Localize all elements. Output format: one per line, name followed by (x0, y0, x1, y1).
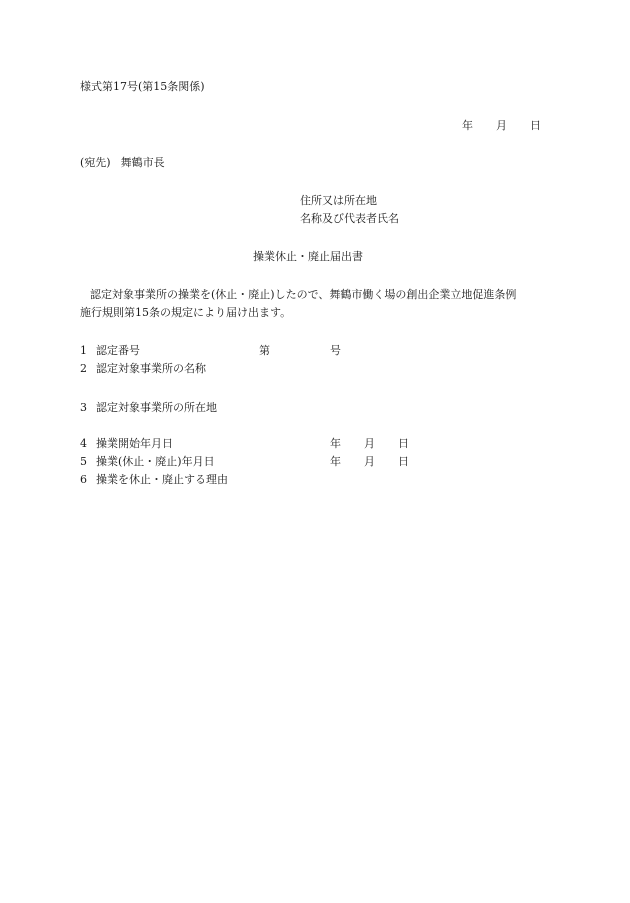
date-year-label: 年 (462, 119, 473, 132)
item-label: 操業を休止・廃止する理由 (96, 473, 228, 486)
item-number: 5 (80, 455, 87, 468)
suspension-date-field (330, 455, 409, 469)
item-label: 認定番号 (96, 344, 140, 357)
submission-date (462, 119, 541, 133)
addressee-prefix: (宛先) (80, 156, 111, 169)
form-number: 様式第17号(第15条関係) (80, 80, 205, 93)
item-label: 操業開始年月日 (96, 437, 173, 450)
start-date-year-label: 年 (330, 437, 341, 450)
applicant-address-label: 住所又は所在地 (300, 194, 377, 207)
body-text-line-1: 認定対象事業所の操業を(休止・廃止)したので、舞鶴市働く場の創出企業立地促進条例 (90, 288, 517, 301)
start-date-day-label: 日 (398, 437, 409, 450)
addressee (80, 156, 165, 170)
item-label: 操業(休止・廃止)年月日 (96, 455, 215, 468)
suspension-date-day-label: 日 (398, 455, 409, 468)
item-number: 1 (80, 344, 87, 357)
item-number: 4 (80, 437, 87, 450)
start-date-month-label: 月 (364, 437, 375, 450)
date-month-label: 月 (496, 119, 507, 132)
item-label: 認定対象事業所の名称 (96, 362, 206, 375)
addressee-name: 舞鶴市長 (120, 156, 165, 169)
body-text-line-2: 施行規則第15条の規定により届け出ます。 (80, 306, 292, 319)
item-label: 認定対象事業所の所在地 (96, 401, 217, 414)
suspension-date-year-label: 年 (330, 455, 341, 468)
start-date-field (330, 437, 409, 451)
item-number: 2 (80, 362, 87, 375)
date-day-label: 日 (530, 119, 541, 132)
document-title: 操業休止・廃止届出書 (253, 250, 363, 263)
item-number: 3 (80, 401, 87, 414)
suspension-date-month-label: 月 (364, 455, 375, 468)
applicant-name-label: 名称及び代表者氏名 (300, 212, 399, 225)
cert-number-prefix: 第 (259, 344, 270, 357)
cert-number-suffix: 号 (330, 344, 341, 357)
item-number: 6 (80, 473, 87, 486)
